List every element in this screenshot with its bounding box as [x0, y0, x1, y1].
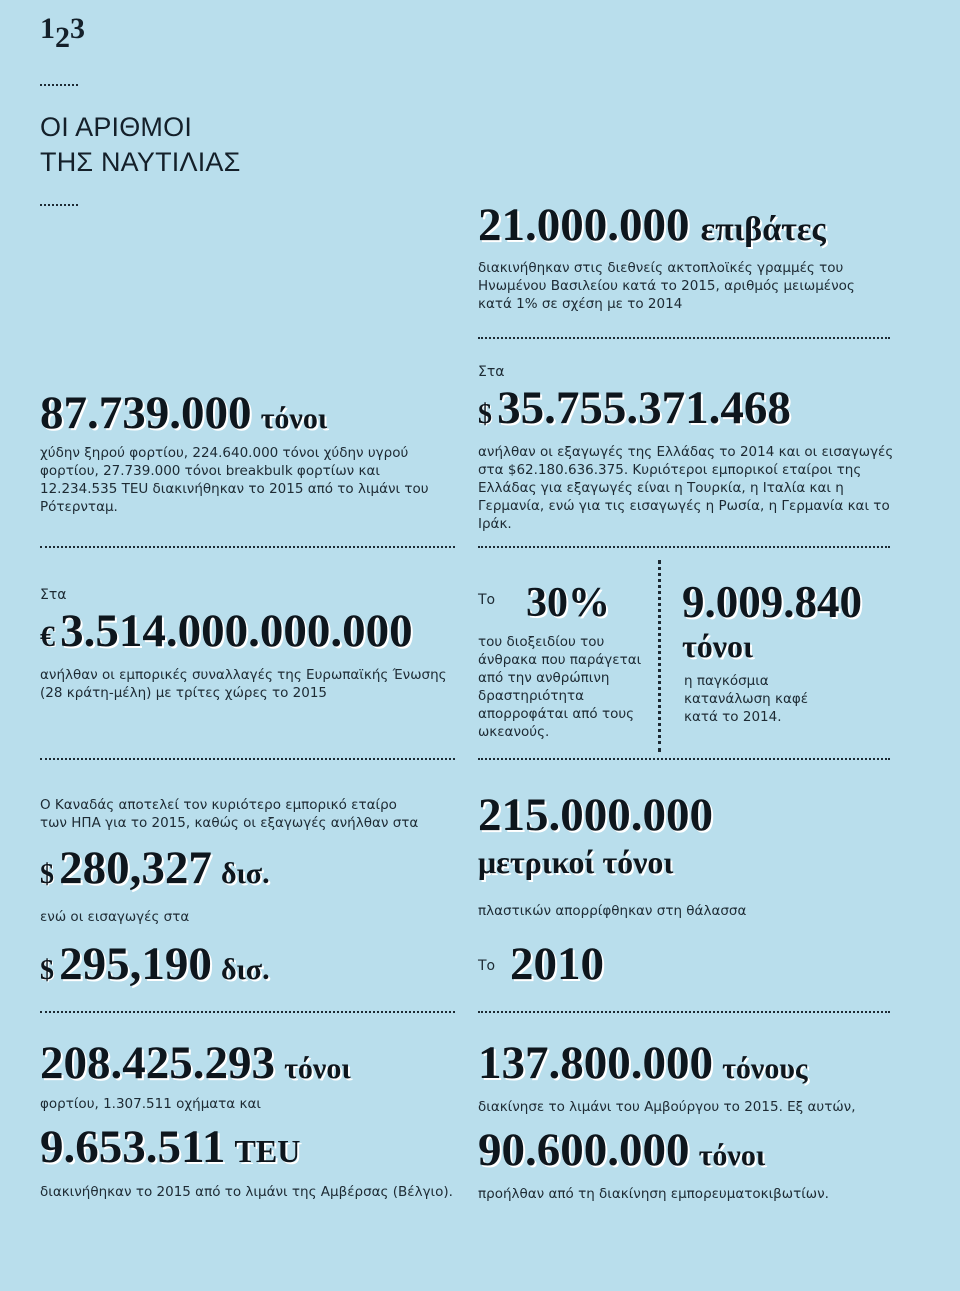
rotterdam-desc: χύδην ξηρού φορτίου, 224.640.000 τόνοι χύδην υγρού φορτίου, 27.739.000 τόνοι breakbulk φορτίων και 12.234.535 TEU διακινήθηκαν το 2015 από το λιμάνι του Ρότερνταμ.	[40, 445, 429, 515]
plastic-year-prefix: Το	[478, 958, 496, 974]
divider	[40, 84, 78, 86]
stat-canada-exports	[40, 842, 270, 894]
canada-exports-number: 280,327	[59, 842, 212, 894]
co2-prefix: Το	[478, 592, 496, 608]
divider	[40, 546, 455, 548]
logo-123	[40, 12, 85, 54]
co2-desc: του διοξειδίου του άνθρακα που παράγεται από την ανθρώπινη δραστηριότητα απορροφάται από τους ωκεανούς.	[478, 634, 642, 740]
stat-hamburg	[478, 1037, 808, 1089]
eu-trade-number: 3.514.000.000.000	[60, 605, 413, 657]
canada-intro: Ο Καναδάς αποτελεί τον κυριότερο εμπορικό εταίρο των ΗΠΑ για το 2015, καθώς οι εξαγωγές ανήλθαν στα	[40, 797, 419, 831]
coffee-unit: τόνοι	[682, 628, 753, 664]
hamburg-desc2: προήλθαν από τη διακίνηση εμπορευματοκιβωτίων.	[478, 1186, 829, 1202]
greece-trade-number: 35.755.371.468	[497, 382, 791, 434]
divider	[40, 204, 78, 206]
antwerp-unit: τόνοι	[284, 1052, 351, 1085]
logo-digit-1: 1	[40, 12, 55, 45]
antwerp-desc2: διακινήθηκαν το 2015 από το λιμάνι της Αμβέρσας (Βέλγιο).	[40, 1184, 453, 1200]
rotterdam-unit: τόνοι	[260, 402, 328, 435]
divider	[478, 337, 890, 339]
dollar-sign: $	[40, 955, 54, 986]
divider	[478, 546, 890, 548]
vertical-divider	[658, 560, 661, 752]
canada-exports-unit: δισ.	[220, 857, 270, 890]
coffee-number: 9.009.840	[682, 577, 862, 627]
plastic-desc: πλαστικών απορρίφθηκαν στη θάλασσα	[478, 903, 747, 919]
logo-digit-2: 2	[55, 21, 70, 54]
coffee-desc: η παγκόσμια κατανάλωση καφέ κατά το 2014.	[684, 673, 809, 725]
stat-antwerp-teu	[40, 1121, 301, 1173]
greece-trade-prefix: Στα	[478, 364, 505, 380]
antwerp-teu-unit: TEU	[234, 1133, 301, 1169]
divider	[40, 1011, 455, 1013]
canada-imports-unit: δισ.	[220, 953, 270, 986]
canada-imports-number: 295,190	[59, 938, 212, 990]
divider	[40, 758, 455, 760]
plastic-unit: μετρικοί τόνοι	[478, 844, 674, 880]
stat-eu-trade	[40, 605, 413, 657]
stat-antwerp	[40, 1037, 351, 1089]
plastic-number: 215.000.000	[478, 789, 713, 841]
greece-trade-desc: ανήλθαν οι εξαγωγές της Ελλάδας το 2014 και οι εισαγωγές στα $62.180.636.375. Κυριότεροι εμπορικοί εταίροι της Ελλάδας για εξαγωγές είναι η Τουρκία, η Ιταλία και η Γερμανία, ενώ για τις εισαγωγές η Ρωσία, η Γερμανία και το Ιράκ.	[478, 444, 894, 532]
stat-canada-imports	[40, 938, 270, 990]
stat-rotterdam	[40, 387, 328, 439]
hamburg-desc: διακίνησε το λιμάνι του Αμβούργου το 2015. Εξ αυτών,	[478, 1099, 856, 1115]
plastic-year: 2010	[510, 938, 604, 990]
antwerp-number: 208.425.293	[40, 1037, 275, 1089]
page-title: ΟΙ ΑΡΙΘΜΟΙ ΤΗΣ ΝΑΥΤΙΛΙΑΣ	[40, 112, 241, 177]
hamburg-sub-number: 90.600.000	[478, 1124, 690, 1176]
antwerp-teu-number: 9.653.511	[40, 1121, 226, 1173]
co2-percent: 30%	[526, 580, 610, 626]
hamburg-number: 137.800.000	[478, 1037, 713, 1089]
canada-mid: ενώ οι εισαγωγές στα	[40, 909, 190, 925]
rotterdam-number: 87.739.000	[40, 387, 252, 439]
stat-greece-trade	[478, 382, 791, 434]
stat-passengers	[478, 199, 826, 251]
hamburg-unit: τόνους	[722, 1052, 808, 1085]
eu-trade-desc: ανήλθαν οι εμπορικές συναλλαγές της Ευρωπαϊκής Ένωσης (28 κράτη-μέλη) με τρίτες χώρες το 2015	[40, 667, 447, 701]
euro-sign: €	[40, 620, 55, 653]
antwerp-desc: φορτίου, 1.307.511 οχήματα και	[40, 1096, 261, 1112]
passengers-unit: επιβάτες	[700, 211, 826, 248]
dollar-sign: $	[40, 859, 54, 890]
stat-hamburg-containers	[478, 1124, 766, 1176]
divider	[478, 1011, 890, 1013]
logo-digit-3: 3	[70, 12, 85, 45]
passengers-number: 21.000.000	[478, 199, 690, 251]
passengers-desc: διακινήθηκαν στις διεθνείς ακτοπλοϊκές γραμμές του Ηνωμένου Βασιλείου κατά το 2015, αριθμός μειωμένος κατά 1% σε σχέση με το 2014	[478, 260, 855, 312]
dollar-sign: $	[478, 399, 492, 430]
eu-trade-prefix: Στα	[40, 587, 67, 603]
divider	[478, 758, 890, 760]
hamburg-sub-unit: τόνοι	[698, 1139, 766, 1172]
